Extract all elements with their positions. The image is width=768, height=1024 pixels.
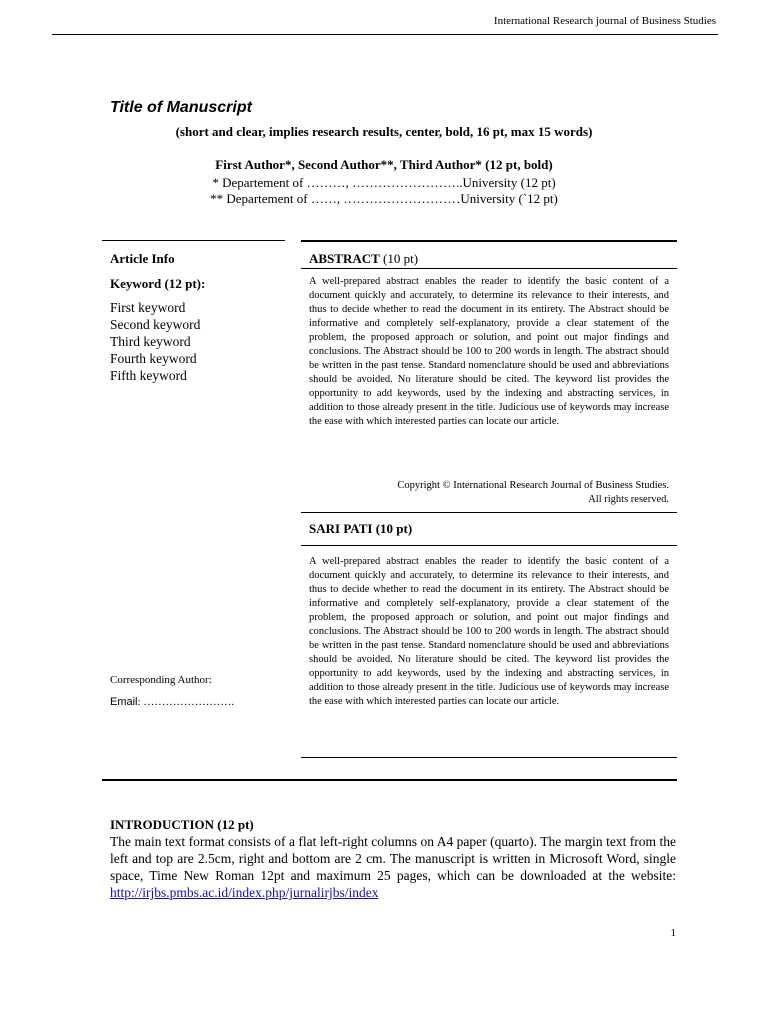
email-value: : ……………………. xyxy=(137,696,235,708)
info-top-rule-right xyxy=(301,240,677,242)
keyword-heading: Keyword (12 pt): xyxy=(110,276,206,291)
journal-website-link[interactable]: http://irjbs.pmbs.ac.id/index.php/jurnalirjbs/index xyxy=(110,885,379,900)
journal-running-header: International Research journal of Business Studies xyxy=(493,15,716,27)
sari-pati-bottom-rule xyxy=(301,757,677,758)
abstract-heading-rule xyxy=(301,268,677,269)
affiliation-1: * Departement of ………, ……………………..University (12 pt) xyxy=(212,175,556,190)
abstract-heading-label: ABSTRACT xyxy=(309,251,380,266)
keyword-item: Fourth keyword xyxy=(110,351,197,366)
sari-pati-heading-rule xyxy=(301,545,677,546)
introduction-body xyxy=(110,833,676,901)
abstract-heading-note: (10 pt) xyxy=(379,251,419,266)
info-top-rule-left xyxy=(102,240,285,241)
copyright-notice xyxy=(309,479,669,507)
keyword-item: First keyword xyxy=(110,300,186,315)
abstract-heading xyxy=(309,251,418,267)
article-info-heading: Article Info xyxy=(110,251,175,266)
sari-pati-top-rule xyxy=(301,512,677,513)
abstract-text: A well-prepared abstract enables the reader to identify the basic content of a document quickly and accurately, to determine its relevance to their interests, and thus to decide whether to read the document in its entirety. The Abstract should be informative and completely self-explanatory, provide a clear statement of the problem, the proposed approach or solution, and point out major findings and conclusions. The Abstract should be 100 to 200 words in length. The abstract should be written in the past tense. Standard nomenclature should be used and abbreviations should be avoided. No literature should be cited. The keyword list provides the opportunity to add keywords, used by the indexing and abstracting services, in addition to those already present in the title. Judicious use of keywords may increase the ease with which interested parties can locate our article. xyxy=(309,276,669,427)
header-rule xyxy=(52,34,718,35)
affiliation-2: ** Departement of ……, ………………………University (`12 pt) xyxy=(210,191,558,206)
manuscript-subtitle: (short and clear, implies research results, center, bold, 16 pt, max 15 words) xyxy=(175,124,593,139)
introduction-heading: INTRODUCTION (12 pt) xyxy=(110,817,254,832)
manuscript-title: Title of Manuscript xyxy=(110,99,252,116)
keyword-item: Third keyword xyxy=(110,334,191,349)
introduction-text: The main text format consists of a flat left-right columns on A4 paper (quarto). The margin text from the left and top are 2.5cm, right and bottom are 2 cm. The manuscript is written in Microsoft Word, single space, Time New Roman 12pt and maximum 25 pages, which can be downloaded at the website: xyxy=(110,834,676,883)
copyright-line-2: All rights reserved. xyxy=(588,494,669,505)
email-line xyxy=(110,696,234,708)
copyright-line-1: Copyright © International Research Journal of Business Studies. xyxy=(397,480,669,491)
email-label: Email xyxy=(110,696,138,708)
info-bottom-rule xyxy=(102,779,677,781)
keyword-item: Fifth keyword xyxy=(110,368,187,383)
sari-pati-heading: SARI PATI (10 pt) xyxy=(309,521,413,536)
page-number: 1 xyxy=(670,927,676,939)
author-list: First Author*, Second Author**, Third Author* (12 pt, bold) xyxy=(215,157,553,172)
sari-pati-text: A well-prepared abstract enables the reader to identify the basic content of a document quickly and accurately, to determine its relevance to their interests, and thus to decide whether to read the document in its entirety. The Abstract should be informative and completely self-explanatory, provide a clear statement of the problem, the proposed approach or solution, and point out major findings and conclusions. The Abstract should be 100 to 200 words in length. The abstract should be written in the past tense. Standard nomenclature should be used and abbreviations should be avoided. No literature should be cited. The keyword list provides the opportunity to add keywords, used by the indexing and abstracting services, in addition to those already present in the title. Judicious use of keywords may increase the ease with which interested parties can locate our article. xyxy=(309,556,669,707)
keyword-list xyxy=(110,299,200,384)
corresponding-author-label: Corresponding Author: xyxy=(110,674,212,686)
keyword-item: Second keyword xyxy=(110,317,201,332)
